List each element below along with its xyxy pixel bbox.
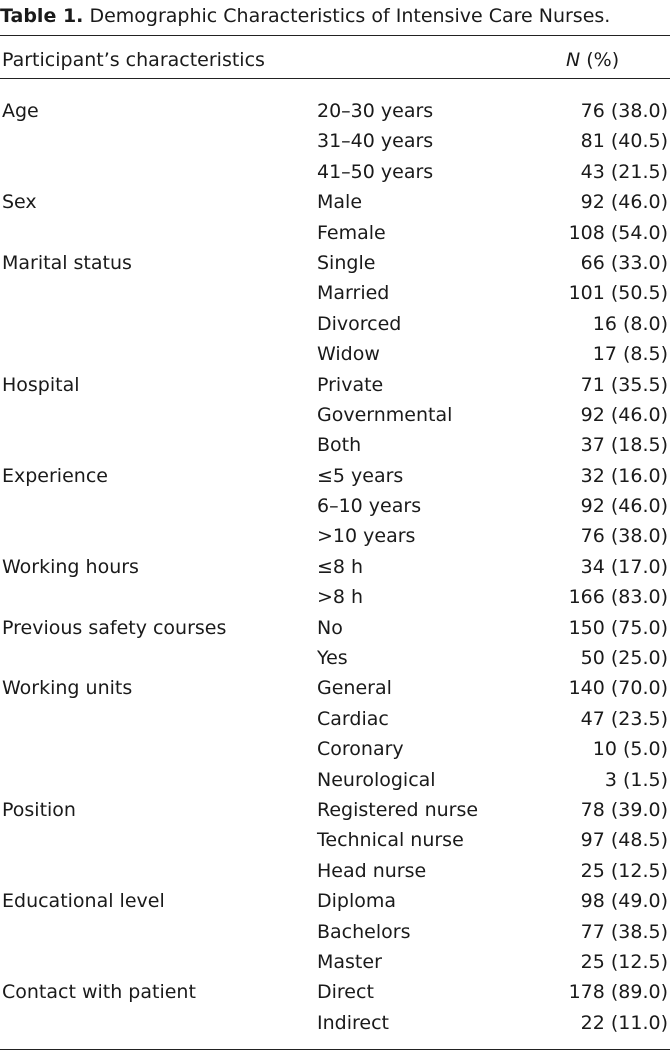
table-label: Table 1.	[0, 5, 84, 27]
row-value: 22 (11.0)	[580, 1011, 668, 1034]
row-category: Direct	[317, 981, 374, 1004]
table-row	[0, 461, 670, 491]
table-row	[0, 96, 670, 126]
row-value: 50 (25.0)	[580, 647, 668, 670]
table-row	[0, 400, 670, 430]
row-category: Single	[317, 251, 376, 274]
table-row	[0, 704, 670, 734]
row-category: Private	[317, 373, 384, 396]
header-rule	[0, 78, 670, 79]
row-category: Master	[317, 950, 382, 973]
row-category: Divorced	[317, 312, 402, 335]
row-value: 3 (1.5)	[604, 768, 668, 791]
row-value: 10 (5.0)	[592, 738, 668, 761]
bottom-rule	[0, 1049, 670, 1050]
row-category: Yes	[317, 647, 348, 670]
row-value: 76 (38.0)	[580, 525, 668, 548]
row-category: ≤8 h	[317, 555, 364, 578]
row-category: 31–40 years	[317, 130, 434, 153]
table-header	[0, 46, 670, 74]
row-category: Technical nurse	[317, 829, 464, 852]
table-row	[0, 886, 670, 916]
row-value: 25 (12.5)	[580, 859, 668, 882]
row-value: 178 (89.0)	[568, 981, 668, 1004]
table-row	[0, 491, 670, 521]
row-value: 81 (40.5)	[580, 130, 668, 153]
row-value: 92 (46.0)	[580, 495, 668, 518]
row-value: 101 (50.5)	[568, 282, 668, 305]
row-value: 108 (54.0)	[568, 221, 668, 244]
row-category: Bachelors	[317, 920, 411, 943]
row-category: General	[317, 677, 392, 700]
table-row	[0, 370, 670, 400]
row-category: Registered nurse	[317, 798, 479, 821]
row-characteristic: Contact with patient	[2, 981, 196, 1004]
table-row	[0, 643, 670, 673]
row-characteristic: Experience	[2, 464, 108, 487]
row-characteristic: Educational level	[2, 890, 165, 913]
row-value: 37 (18.5)	[580, 434, 668, 457]
table-body	[0, 96, 670, 1038]
row-characteristic: Working hours	[2, 555, 139, 578]
table-row	[0, 157, 670, 187]
row-category: Indirect	[317, 1011, 389, 1034]
row-value: 76 (38.0)	[580, 100, 668, 122]
table-row	[0, 339, 670, 369]
row-category: Married	[317, 282, 390, 305]
row-category: No	[317, 616, 343, 639]
table-row	[0, 309, 670, 339]
table-caption	[0, 0, 670, 28]
table-row	[0, 917, 670, 947]
row-characteristic: Previous safety courses	[2, 616, 227, 639]
table-row	[0, 552, 670, 582]
header-n-percent	[566, 46, 619, 74]
row-characteristic: Sex	[2, 191, 37, 214]
row-value: 66 (33.0)	[580, 251, 668, 274]
table-row	[0, 218, 670, 248]
row-value: 17 (8.5)	[592, 343, 668, 366]
row-category: Widow	[317, 343, 380, 366]
row-characteristic: Position	[2, 798, 76, 821]
row-value: 98 (49.0)	[580, 890, 668, 913]
row-category: 6–10 years	[317, 495, 422, 518]
table-row	[0, 734, 670, 764]
row-value: 150 (75.0)	[568, 616, 668, 639]
table-row	[0, 673, 670, 703]
table-row	[0, 977, 670, 1007]
row-value: 77 (38.5)	[580, 920, 668, 943]
header-characteristics: Participant’s characteristics	[2, 49, 265, 71]
row-category: Head nurse	[317, 859, 427, 882]
table-row	[0, 825, 670, 855]
row-category: >8 h	[317, 586, 364, 609]
table-row	[0, 521, 670, 551]
row-category: 20–30 years	[317, 100, 434, 122]
table-row	[0, 795, 670, 825]
row-category: 41–50 years	[317, 160, 434, 183]
row-value: 32 (16.0)	[580, 464, 668, 487]
row-value: 25 (12.5)	[580, 950, 668, 973]
row-category: Male	[317, 191, 363, 214]
row-category: ≤5 years	[317, 464, 404, 487]
row-category: Cardiac	[317, 707, 389, 730]
row-value: 92 (46.0)	[580, 403, 668, 426]
table-row	[0, 187, 670, 217]
table-row	[0, 126, 670, 156]
row-characteristic: Working units	[2, 677, 133, 700]
table-row	[0, 582, 670, 612]
row-value: 47 (23.5)	[580, 707, 668, 730]
row-value: 34 (17.0)	[580, 555, 668, 578]
header-n: N	[566, 49, 581, 71]
row-category: Neurological	[317, 768, 436, 791]
row-category: >10 years	[317, 525, 416, 548]
table-row	[0, 278, 670, 308]
row-value: 16 (8.0)	[592, 312, 668, 335]
row-characteristic: Marital status	[2, 251, 132, 274]
header-percent: (%)	[580, 49, 620, 71]
row-category: Coronary	[317, 738, 404, 761]
row-category: Diploma	[317, 890, 397, 913]
top-rule	[0, 35, 670, 36]
row-value: 43 (21.5)	[580, 160, 668, 183]
table-row	[0, 856, 670, 886]
table-row	[0, 613, 670, 643]
row-characteristic: Hospital	[2, 373, 80, 396]
row-value: 140 (70.0)	[568, 677, 668, 700]
row-characteristic: Age	[2, 100, 39, 122]
row-value: 92 (46.0)	[580, 191, 668, 214]
table-row	[0, 765, 670, 795]
table-row	[0, 248, 670, 278]
row-value: 166 (83.0)	[568, 586, 668, 609]
table-row	[0, 947, 670, 977]
row-category: Female	[317, 221, 386, 244]
row-category: Governmental	[317, 403, 453, 426]
row-value: 71 (35.5)	[580, 373, 668, 396]
row-category: Both	[317, 434, 362, 457]
row-value: 78 (39.0)	[580, 798, 668, 821]
table-row	[0, 430, 670, 460]
row-value: 97 (48.5)	[580, 829, 668, 852]
table-row	[0, 1008, 670, 1038]
table-title: Demographic Characteristics of Intensive Care Nurses.	[89, 5, 611, 27]
